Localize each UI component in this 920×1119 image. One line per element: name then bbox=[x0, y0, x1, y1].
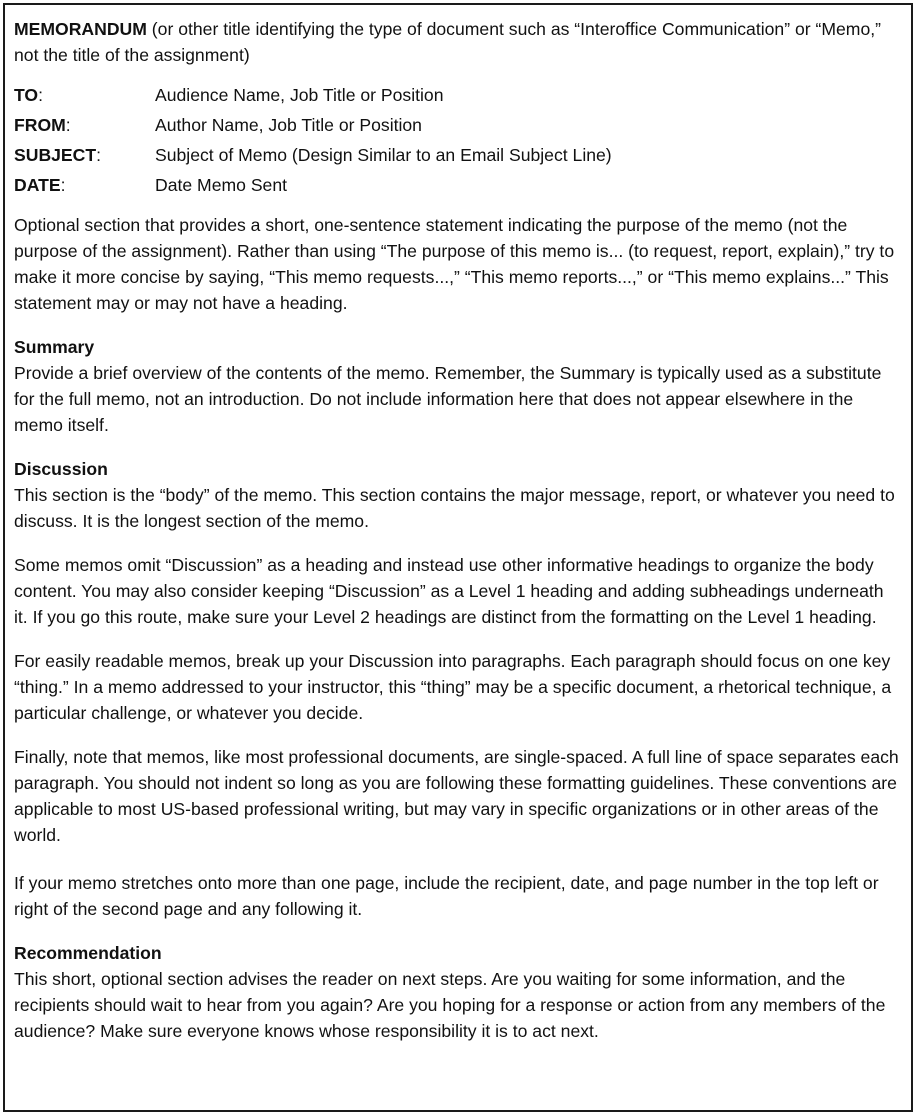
memo-header-block bbox=[14, 80, 902, 200]
header-label-subject: SUBJECT: bbox=[14, 145, 102, 165]
header-label-from: FROM: bbox=[14, 115, 71, 135]
memo-title-note: (or other title identifying the type of document such as “Interoffice Communication” or “Memo,” not the title of the assignment) bbox=[14, 19, 881, 65]
header-row-subject bbox=[14, 140, 902, 170]
discussion-paragraph: This section is the “body” of the memo. This section contains the major message, report, or whatever you need to discuss. It is the longest section of the memo. bbox=[14, 485, 895, 531]
header-value-date: Date Memo Sent bbox=[155, 175, 288, 195]
header-value-from: Author Name, Job Title or Position bbox=[155, 115, 422, 135]
discussion-paragraph: Some memos omit “Discussion” as a heading and instead use other informative headings to organize the body content. You may also consider keeping “Discussion” as a Level 1 heading and adding subheadings underneath it. If you go this route, make sure your Level 2 headings are distinct from the formatting on the Level 1 heading. bbox=[14, 555, 884, 627]
recommendation-heading: Recommendation bbox=[14, 943, 162, 963]
header-row-date bbox=[14, 170, 902, 200]
header-value-to: Audience Name, Job Title or Position bbox=[155, 85, 444, 105]
header-value-subject: Subject of Memo (Design Similar to an Email Subject Line) bbox=[155, 145, 612, 165]
header-label-to: TO: bbox=[14, 85, 44, 105]
summary-paragraph: Provide a brief overview of the contents of the memo. Remember, the Summary is typically used as a substitute for the full memo, not an introduction. Do not include information here that does not appear elsewhere in the memo itself. bbox=[14, 363, 882, 435]
summary-heading: Summary bbox=[14, 337, 95, 357]
discussion-paragraph: For easily readable memos, break up your Discussion into paragraphs. Each paragraph should focus on one key “thing.” In a memo addressed to your instructor, this “thing” may be a specific document, a rhetorical technique, a particular challenge, or whatever you decide. bbox=[14, 651, 892, 723]
header-label-date: DATE: bbox=[14, 175, 66, 195]
header-row-to bbox=[14, 80, 902, 110]
memo-template-box bbox=[3, 3, 913, 1112]
header-row-from bbox=[14, 110, 902, 140]
discussion-paragraph: Finally, note that memos, like most professional documents, are single-spaced. A full line of space separates each paragraph. You should not indent so long as you are following these formatting guidelines. These conventions are applicable to most US-based professional writing, but may vary in specific organizations or in other areas of the world. bbox=[14, 747, 899, 845]
memo-title-line bbox=[14, 16, 902, 68]
memo-title-bold: MEMORANDUM bbox=[14, 19, 147, 39]
purpose-paragraph: Optional section that provides a short, one-sentence statement indicating the purpose of the memo (not the purpose of the assignment). Rather than using “The purpose of this memo is... (to request, report, explain),” try to make it more concise by saying, “This memo requests...,” “This memo reports...,” or “This memo explains...” This statement may or may not have a heading. bbox=[14, 215, 895, 313]
discussion-heading: Discussion bbox=[14, 459, 108, 479]
discussion-paragraph: If your memo stretches onto more than one page, include the recipient, date, and page number in the top left or right of the second page and any following it. bbox=[14, 873, 879, 919]
recommendation-paragraph: This short, optional section advises the reader on next steps. Are you waiting for some information, and the recipients should wait to hear from you again? Are you hoping for a response or action from any members of the audience? Make sure everyone knows whose responsibility it is to act next. bbox=[14, 969, 886, 1041]
